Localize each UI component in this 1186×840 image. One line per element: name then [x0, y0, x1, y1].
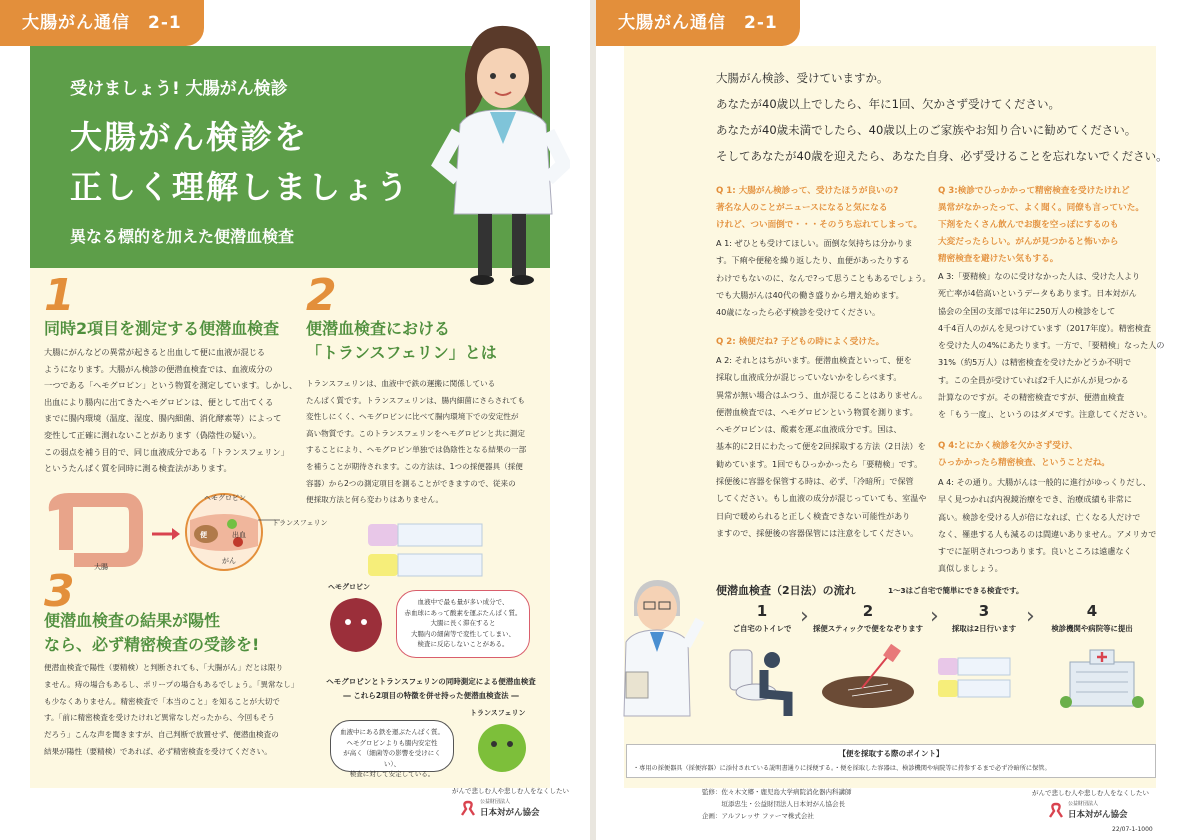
- section1-heading: 同時2項目を測定する便潜血検査: [44, 319, 280, 338]
- bubble-line: 赤血球にあって酸素を運ぶたんぱく質。: [404, 608, 522, 617]
- a-line: A 4: その通り。大腸がんは一般的に進行がゆっくりだし、: [938, 477, 1151, 487]
- section2-body: [306, 376, 556, 509]
- section1-line: ようになります。大腸がん検診の便潜血検査では、血液成分の: [44, 363, 273, 374]
- a-line: すでに証明されつつあります。良いところは遠慮なく: [938, 546, 1132, 557]
- section1-line: 一つである「ヘモグロビン」という物質を測定しています。しかし、: [44, 380, 298, 391]
- section2-heading-line2: 「トランスフェリン」とは: [306, 343, 497, 362]
- q1-answer: [716, 235, 931, 321]
- a-line: を受けた人の4%にあたります。一方で、「要精検」なった人の: [938, 340, 1165, 351]
- bubble-line: 大腸内の細菌等で変性してしまい、: [411, 629, 515, 638]
- q-line: Q 4:とにかく検診を欠かさず受け、: [938, 441, 1078, 451]
- section3-line: す。「前に精密検査を受けたけれど異常なしだったから、今回もそう: [44, 713, 275, 723]
- section1-line: 大腸にがんなどの異常が起きると出血して便に血液が混じる: [44, 347, 266, 357]
- hemoglobin-bubble: [396, 590, 530, 658]
- chevron-right-icon: ›: [930, 604, 939, 629]
- right-footer-slogan: がんで悲しむ人や悲しむ人をなくしたい: [1032, 789, 1149, 797]
- label-hemoglobin: ヘモグロビン: [204, 494, 246, 502]
- section1-line: この弱点を補う目的で、同じ血液成分である「トランスフェリン」: [44, 446, 289, 457]
- section3-heading-line2: なら、必ず精密検査の受診を!: [44, 635, 260, 654]
- credit-line: 監修：佐々木文郷・鹿児島大学病院消化器内科講師: [702, 788, 852, 796]
- chevron-right-icon: ›: [1026, 604, 1035, 629]
- hero-subtitle: 受けましょう! 大腸がん検診: [70, 79, 288, 99]
- section3-line: 結果が陽性（要精検）であれば、必ず精密検査を受けてください。: [44, 746, 272, 756]
- a-line: 協会の全国の支部では年に250万人の検診をして: [938, 305, 1116, 316]
- transferrin-char-name: トランスフェリン: [470, 709, 526, 717]
- bubble-line: ヘモグロビンよりも腸内安定性: [346, 738, 438, 747]
- a-line: A 3:「要精検」なのに受けなかった人は、受けた人より: [938, 271, 1141, 281]
- a-line: ますので、採便後の容器保管には注意をしてください。: [716, 527, 919, 538]
- bubble-line: が高く（細菌等の影響を受けにくい）、: [343, 749, 441, 768]
- step-label: 検診機関や病院等に提出: [1051, 624, 1133, 633]
- section1-number: 1: [44, 270, 75, 321]
- section3-line: 便潜血検査で陽性（要精検）と判断されても、「大腸がん」だとは限り: [44, 663, 284, 672]
- points-text: ・専用の採便器具（採便容器）に添付されている説明書通りに採便する。・便を採取した容器は、検診機関や病院等に持参するまで必ず冷暗所に保管。: [633, 765, 1051, 772]
- chevron-right-icon: ›: [800, 604, 809, 629]
- a-line: 計算なのですが。その精密検査ですが、便潜血検査: [938, 392, 1125, 403]
- section3-line: だろう」こんな声を聞きますが、自己判断で放置せず、便潜血検査の: [44, 730, 279, 740]
- label-cancer: がん: [222, 557, 236, 565]
- step-label: 採便スティックで便をなぞります: [812, 624, 924, 633]
- intro-line: そしてあなたが40歳を迎えたら、あなた自身、必ず受けることを忘れないでください。: [716, 149, 1168, 163]
- ribbon-logo-icon: [1048, 802, 1064, 818]
- label-colon: 大腸: [94, 563, 108, 571]
- section3-line: ません。痔の場合もあるし、ポリープの場合もあるでしょう。「異常なし」: [44, 679, 299, 689]
- q4-question: [938, 438, 1110, 472]
- q-line: ひっかかったら精密検査、ということだね。: [938, 458, 1110, 468]
- section1-line: 出血により腸内に出てきたヘモグロビンは、便として出てくる: [44, 396, 274, 407]
- combo-caption-line1: ヘモグロビンとトランスフェリンの同時測定による便潜血検査: [326, 677, 536, 686]
- a-line: 採取し血液成分が混じっていないかをしらべます。: [716, 372, 902, 383]
- a-line: 早く見つかれば内視鏡治療をでき、治療成績も非常に: [938, 494, 1132, 505]
- intro-line: あなたが40歳未満でしたら、40歳以上のご家族やお知り合いに勧めてください。: [716, 123, 1137, 137]
- q3-answer: [938, 268, 1165, 424]
- q1-question: [716, 183, 922, 234]
- a-line: A 1: ぜひとも受けてほしい。面倒な気持ちは分かりま: [716, 238, 913, 248]
- a-line: 4千4百人のがんを見つけています（2017年度）。精密検査: [938, 322, 1152, 333]
- flow-title: 便潜血検査（2日法）の流れ: [716, 584, 856, 597]
- hero-title-line1: 大腸がん検診を: [70, 118, 309, 156]
- section1-line: 変性して正確に測れないことがあります（偽陰性の疑い）。: [44, 429, 261, 440]
- q-line: Q 3:検診でひっかかって精密検査を受けたけれど: [938, 186, 1130, 196]
- section2-heading-line1: 便潜血検査における: [306, 319, 451, 338]
- a-line: 採便後に容器を保管する時は、必ず、「冷暗所」で保管: [716, 476, 914, 487]
- document-code: 22/07-1-1000: [1112, 826, 1153, 833]
- label-stool: 便: [200, 531, 207, 539]
- section3-body: [44, 660, 298, 761]
- colon-diagram: [44, 490, 294, 574]
- test-kit-image: [366, 520, 486, 584]
- intro-line: あなたが40歳以上でしたら、年に1回、欠かさず受けてください。: [716, 97, 1060, 111]
- hemoglobin-character: [326, 594, 386, 656]
- transferrin-character: [474, 722, 530, 774]
- step-number: 3: [978, 602, 990, 620]
- section1-line: というたんぱく質を同時に測る検査法があります。: [44, 463, 232, 474]
- section1-body: [44, 344, 302, 477]
- male-doctor-illustration: [604, 576, 704, 736]
- right-page: [596, 0, 1186, 840]
- a-line: を「もう一度」、というのはダメです。注意してください。: [938, 409, 1152, 420]
- section2-line: たんぱく質です。トランスフェリンは、腸内細菌にさらされても: [306, 395, 525, 405]
- left-footer-slogan: がんで悲しむ人や悲しむ人をなくしたい: [452, 787, 569, 795]
- points-title: 【便を採取する際のポイント】: [838, 749, 944, 758]
- step-label: ご自宅のトイレで: [732, 624, 792, 633]
- left-footer-org: 日本対がん協会: [480, 808, 540, 818]
- bubble-line: 血液中にある鉄を運ぶたんぱく質。: [340, 728, 444, 736]
- q-line: 下剤をたくさん飲んでお腹を空っぽにするのも: [938, 220, 1119, 230]
- hospital-illustration: [1060, 646, 1144, 712]
- a-line: わけでもないのに、なんで?って思うこともあるでしょう。: [716, 272, 931, 283]
- q-line: Q 2: 検便だね? 子どもの時によく受けた。: [716, 337, 885, 347]
- step-label: 採取は2日行います: [951, 624, 1017, 633]
- a-line: 高い。検診を受ける人が倍になれば、亡くなる人だけで: [938, 511, 1141, 522]
- label-bleeding: 出血: [232, 531, 246, 539]
- section2-line: 高い物質です。このトランスフェリンをヘモグロビンと共に測定: [306, 428, 525, 438]
- a-line: 日向で暖められると正しく検査できない可能性があり: [716, 510, 911, 521]
- a-line: 31%（約5万人）は精密検査を受けたかどうか不明で: [938, 357, 1132, 368]
- label-transferrin: トランスフェリン: [272, 519, 328, 527]
- a-line: す。下痢や便秘を繰り返したり、血便があったりする: [716, 255, 910, 266]
- left-footer-org-small: 公益財団法人: [480, 799, 511, 805]
- a-line: A 2: それとはちがいます。便潜血検査といって、便を: [716, 355, 912, 365]
- section2-line: トランスフェリンは、血液中で鉄の運搬に関係している: [306, 379, 496, 388]
- female-doctor-illustration: [430, 14, 570, 294]
- a-line: 勧めています。1回でもひっかかったら「要精検」です。: [716, 458, 923, 469]
- section3-number: 3: [44, 566, 75, 617]
- ribbon-logo-icon: [460, 800, 476, 816]
- step-number: 2: [862, 602, 874, 620]
- q-line: Q 1: 大腸がん検診って、受けたほうが良いの?: [716, 186, 899, 196]
- a-line: 40歳になったら必ず検診を受けてください。: [716, 307, 881, 318]
- step-number: 1: [756, 602, 768, 620]
- hero-tagline: 異なる標的を加えた便潜血検査: [70, 227, 295, 246]
- stool-sampling-illustration: [818, 644, 918, 714]
- q-line: 著名な人のことがニュースになると気になる: [716, 203, 888, 213]
- sampling-points-box: [626, 744, 1156, 778]
- section2-line: することにより、ヘモグロビン単独では偽陰性となる結果の一部: [306, 445, 527, 455]
- test-containers-illustration: [936, 656, 1014, 700]
- step-number: 4: [1086, 602, 1098, 620]
- flow-note: 1〜3はご自宅で簡単にできる検査です。: [888, 586, 1024, 595]
- section2-line: 便採取方法と何ら変わりはありません。: [306, 495, 444, 505]
- intro-line: 大腸がん検診、受けていますか。: [716, 71, 889, 85]
- credit-line: 企画：アルフレッサ ファーマ株式会社: [702, 812, 814, 820]
- bubble-line: 検査に対して安定している。: [349, 770, 435, 778]
- q-line: 精密検査を避けたい気もする。: [938, 254, 1059, 264]
- q-line: 大変だったらしい。がんが見つかると怖いから: [938, 237, 1119, 247]
- right-footer-org-small: 公益財団法人: [1068, 801, 1099, 807]
- q4-answer: [938, 474, 1156, 578]
- q2-question: [716, 334, 884, 351]
- right-footer-org: 日本対がん協会: [1068, 810, 1128, 820]
- q3-question: [938, 183, 1144, 268]
- bubble-line: 検査に反応しないことがある。: [417, 640, 509, 648]
- q2-answer: [716, 352, 927, 542]
- q-line: けれど、つい面倒で・・・そのうち忘れてしまって。: [716, 220, 923, 230]
- left-page: [0, 0, 590, 840]
- q-line: 異常がなかったって、よく聞く。同僚も言っていた。: [938, 203, 1144, 213]
- credit-line: 垣添忠生・公益財団法人日本対がん協会長: [702, 800, 845, 808]
- credits: [702, 786, 852, 822]
- newsletter-tab: 大腸がん通信 2-1: [596, 0, 800, 46]
- section2-line: を補うことが期待されます。この方法は、1つの採便器具（採便: [306, 461, 523, 471]
- hero-title-line2: 正しく理解しましょう: [70, 168, 411, 206]
- bubble-line: 血液中で最も量が多い成分で、: [417, 598, 509, 606]
- section2-number: 2: [306, 270, 337, 321]
- newsletter-tab: 大腸がん通信 2-1: [0, 0, 204, 46]
- toilet-illustration: [724, 640, 804, 720]
- a-line: 死亡率が4倍高いというデータもあります。日本対がん: [938, 288, 1137, 299]
- section1-line: までに腸内環境（温度、湿度、腸内細菌、消化酵素等）によって: [44, 413, 282, 424]
- hemoglobin-char-name: ヘモグロビン: [328, 583, 370, 591]
- transferrin-bubble: [330, 720, 454, 778]
- a-line: 便潜血検査では、ヘモグロビンという物質を測ります。: [716, 406, 918, 417]
- a-line: なく、罹患する人も減るのは間違いありません。アメリカで: [938, 528, 1157, 539]
- a-line: す。この全員が受けていれば2千人にがんが見つかる: [938, 374, 1129, 385]
- section2-line: 変性しにくく、ヘモグロビンに比べて腸内環境下での安定性が: [306, 412, 519, 422]
- section3-heading-line1: 便潜血検査の結果が陽性: [44, 611, 221, 630]
- bubble-line: 大腸に長く滞在すると: [430, 619, 496, 627]
- a-line: 異常が無い場合はふつう、血が混じることはありません。: [716, 389, 927, 400]
- a-line: 真似しましょう。: [938, 563, 1003, 574]
- a-line: でも大腸がんは40代の働き盛りから増え始めます。: [716, 289, 904, 300]
- a-line: してください。もし血液の成分が混じっていても、室温や: [716, 493, 927, 504]
- a-line: ヘモグロビンは、酸素を運ぶ血液成分です。国は、: [716, 424, 902, 435]
- section3-line: も少なくありません。精密検査で「本当のこと」を知ることが大切で: [44, 696, 280, 706]
- a-line: 基本的に2日にわたって便を2回採取する方法（2日法）を: [716, 441, 926, 452]
- section2-line: 容器）から2つの測定項目を測ることができますので、従来の: [306, 478, 516, 488]
- combo-caption-line2: ― これら2項目の特徴を併せ持った便潜血検査法 ―: [343, 691, 519, 700]
